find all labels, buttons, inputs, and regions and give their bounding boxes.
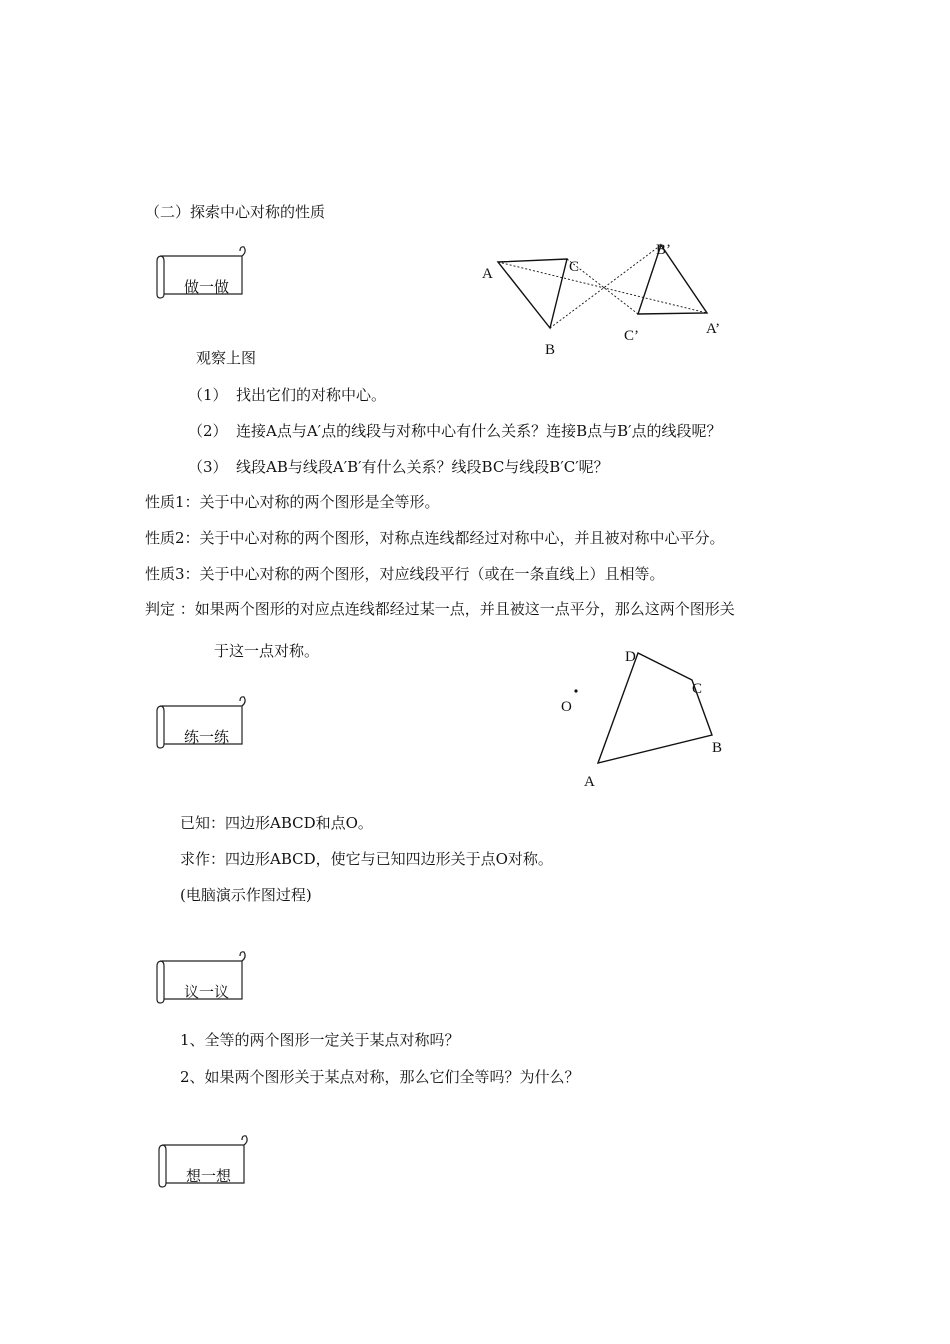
label-b: B	[545, 342, 556, 358]
practice-demo-note: (电脑演示作图过程)	[180, 886, 312, 904]
question-2-number: （2）	[188, 422, 228, 440]
property-2: 性质2：关于中心对称的两个图形，对称点连线都经过对称中心，并且被对称中心平分。	[145, 529, 725, 547]
question-3-text: 线段AB与线段A′B′有什么关系？线段BC与线段B′C′呢？	[236, 458, 609, 476]
question-1-number: （1）	[188, 386, 228, 404]
scroll-label-lian: 练一练	[184, 728, 230, 746]
scroll-box-xiang	[158, 1139, 250, 1191]
question-3-number: （3）	[188, 458, 228, 476]
practice-given: 已知：四边形ABCD和点O。	[180, 814, 373, 832]
scroll-label-yi: 议一议	[184, 983, 230, 1001]
label-o: O	[561, 699, 572, 715]
label-d: D	[625, 649, 636, 665]
line-a-a2	[498, 262, 707, 313]
discuss-question-2: 2、如果两个图形关于某点对称，那么它们全等吗？为什么？	[180, 1068, 580, 1086]
label-a: A	[584, 774, 595, 790]
scroll-box-lian	[156, 700, 248, 752]
label-b-prime: B’	[656, 242, 671, 258]
label-c-prime: C’	[624, 328, 639, 344]
property-1: 性质1：关于中心对称的两个图形是全等形。	[145, 493, 440, 511]
label-c: C	[692, 681, 703, 697]
scroll-box-yi	[156, 955, 248, 1007]
line-b-b2	[550, 245, 661, 328]
scroll-box-zuo	[156, 250, 248, 302]
judgement-line-1: 判定 ：如果两个图形的对应点连线都经过某一点，并且被这一点平分，那么这两个图形关	[145, 600, 735, 618]
label-c: C	[569, 259, 580, 275]
discuss-question-1: 1、全等的两个图形一定关于某点对称吗？	[180, 1031, 460, 1049]
scroll-label-zuo: 做一做	[184, 278, 230, 296]
question-2-text: 连接A点与A′点的线段与对称中心有什么关系？连接B点与B′点的线段呢？	[236, 422, 722, 440]
label-a-prime: A’	[706, 321, 721, 337]
point-o	[574, 689, 577, 692]
question-1-text: 找出它们的对称中心。	[236, 386, 387, 404]
triangle-a2b2c2	[638, 245, 707, 314]
label-b: B	[712, 740, 723, 756]
judgement-line-2: 于这一点对称。	[214, 642, 320, 660]
property-3: 性质3：关于中心对称的两个图形，对应线段平行（或在一条直线上）且相等。	[145, 565, 665, 583]
symmetric-triangles-figure	[470, 232, 740, 362]
practice-construct: 求作：四边形ABCD，使它与已知四边形关于点O对称。	[180, 850, 553, 868]
quadrilateral-abcd	[598, 653, 712, 763]
quadrilateral-figure	[555, 640, 735, 795]
triangle-abc	[498, 259, 567, 328]
observe-text: 观察上图	[196, 349, 257, 367]
scroll-label-xiang: 想一想	[186, 1167, 232, 1185]
label-a: A	[482, 266, 493, 282]
section-title: （二）探索中心对称的性质	[145, 203, 326, 221]
